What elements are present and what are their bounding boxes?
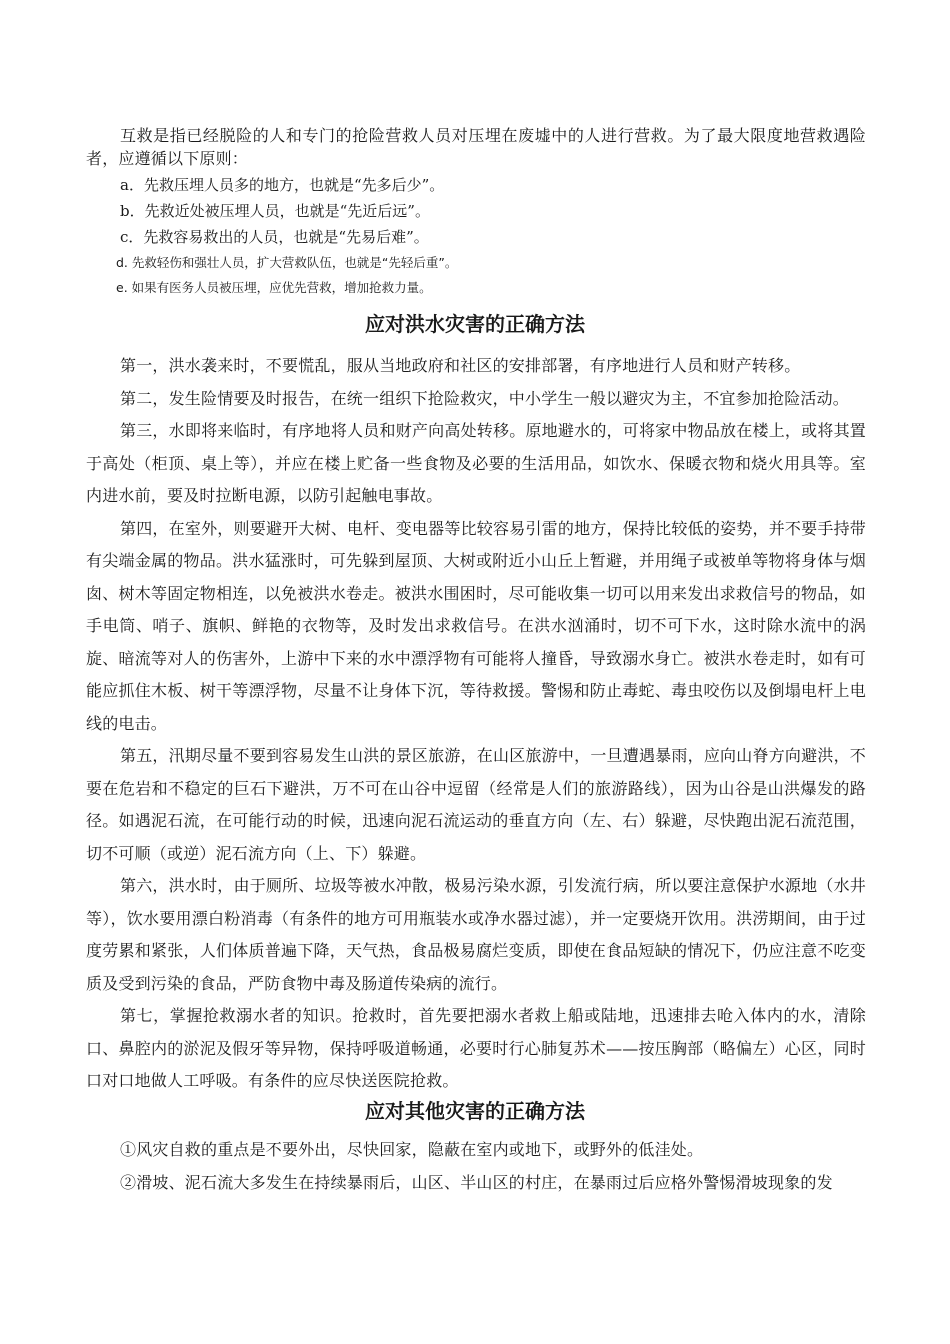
principles-list <box>116 174 840 300</box>
list-item: a．先救压埋人员多的地方，也就是“先多后少”。 <box>120 176 445 194</box>
other-section <box>86 1134 866 1199</box>
list-item: d. 先救轻伤和强壮人员，扩大营救队伍，也就是“先轻后重”。 <box>116 255 458 270</box>
flood-section <box>86 350 866 1098</box>
flood-section-title: 应对洪水灾害的正确方法 <box>365 312 585 336</box>
intro-paragraph: 互救是指已经脱险的人和专门的抢险营救人员对压埋在废墟中的人进行营救。为了最大限度地营救遇险者，应遵循以下原则： <box>86 126 866 168</box>
other-paragraph-1: ①风灾自救的重点是不要外出，尽快回家，隐蔽在室内或地下，或野外的低洼处。 <box>120 1140 704 1159</box>
other-paragraph-2: ②滑坡、泥石流大多发生在持续暴雨后，山区、半山区的村庄，在暴雨过后应格外警惕滑坡现象的发 <box>120 1172 833 1192</box>
flood-paragraph-7: 第七，掌握抢救溺水者的知识。抢救时，首先要把溺水者救上船或陆地，迅速排去呛入体内的水，清除口、鼻腔内的淤泥及假牙等异物，保持呼吸道畅通，必要时行心肺复苏术——按压胸部（略偏左）心区，同时口对口地做人工呼吸。有条件的应尽快送医院抢救。 <box>86 1006 866 1090</box>
flood-paragraph-1: 第一，洪水袭来时，不要慌乱，服从当地政府和社区的安排部署，有序地进行人员和财产转移。 <box>120 356 801 375</box>
list-item: c．先救容易救出的人员，也就是“先易后难”。 <box>120 228 429 246</box>
flood-paragraph-2: 第二，发生险情要及时报告，在统一组织下抢险救灾，中小学生一般以避灾为主，不宜参加抢险活动。 <box>120 388 850 408</box>
flood-paragraph-6: 第六，洪水时，由于厕所、垃圾等被水冲散，极易污染水源，引发流行病，所以要注意保护水源地（水井等），饮水要用漂白粉消毒（有条件的地方可用瓶装水或净水器过滤），并一定要烧开饮用。洪涝期间，由于过度劳累和紧张，人们体质普遍下降，天气热，食品极易腐烂变质，即使在食品短缺的情况下，仍应注意不吃变质及受到污染的食品，严防食物中毒及肠道传染病的流行。 <box>86 876 866 993</box>
list-item: e. 如果有医务人员被压埋，应优先营救，增加抢救力量。 <box>116 280 432 295</box>
list-item: b．先救近处被压埋人员，也就是“先近后远”。 <box>120 202 430 220</box>
intro-section <box>86 124 866 170</box>
flood-paragraph-4: 第四，在室外，则要避开大树、电杆、变电器等比较容易引雷的地方，保持比较低的姿势，并不要手持带有尖端金属的物品。洪水猛涨时，可先躲到屋顶、大树或附近小山丘上暂避，并用绳子或被单等物将身体与烟囱、树木等固定物相连，以免被洪水卷走。被洪水围困时，尽可能收集一切可以用来发出求救信号的物品，如手电筒、哨子、旗帜、鲜艳的衣物等，及时发出求救信号。在洪水汹涌时，切不可下水，这时除水流中的涡旋、暗流等对人的伤害外，上游中下来的水中漂浮物有可能将人撞昏，导致溺水身亡。被洪水卷走时，如有可能应抓住木板、树干等漂浮物，尽量不让身体下沉，等待救援。警惕和防止毒蛇、毒虫咬伤以及倒塌电杆上电线的电击。 <box>86 518 866 733</box>
flood-paragraph-5: 第五，汛期尽量不要到容易发生山洪的景区旅游，在山区旅游中，一旦遭遇暴雨，应向山脊方向避洪，不要在危岩和不稳定的巨石下避洪，万不可在山谷中逗留（经常是人们的旅游路线），因为山谷是山洪爆发的路径。如遇泥石流，在可能行动的时候，迅速向泥石流运动的垂直方向（左、右）躲避，尽快跑出泥石流范围，切不可顺（或逆）泥石流方向（上、下）躲避。 <box>86 746 866 863</box>
other-section-title: 应对其他灾害的正确方法 <box>365 1099 585 1123</box>
flood-paragraph-3: 第三，水即将来临时，有序地将人员和财产向高处转移。原地避水的，可将家中物品放在楼上，或将其置于高处（柜顶、桌上等），并应在楼上贮备一些食物及必要的生活用品，如饮水、保暖衣物和烧火用具等。室内进水前，要及时拉断电源，以防引起触电事故。 <box>86 421 866 505</box>
